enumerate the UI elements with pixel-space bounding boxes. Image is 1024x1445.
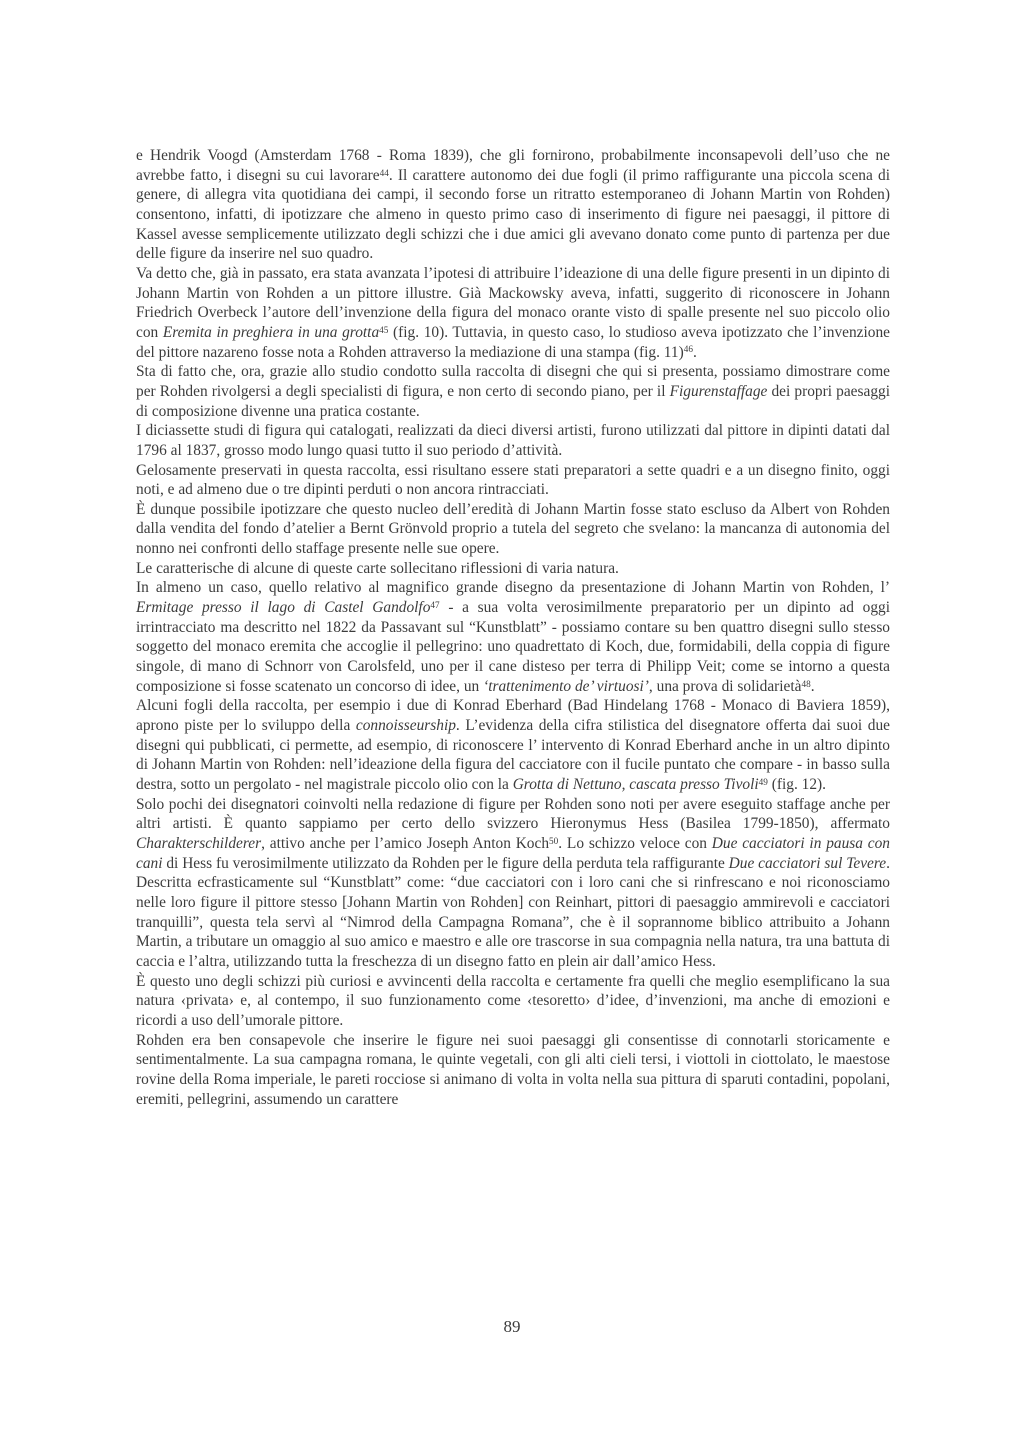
text-run: Alcuni fogli della raccolta, per esempio i due di Konrad Eberhard (Bad Hindelang 1768 - Monaco di Baviera 1859), aprono piste per lo sviluppo della xyxy=(136,697,890,735)
text-run: . Il carattere autonomo dei due fogli (il primo raffigurante una piccola scena di genere, di allegra vita quotidiana dei campi, il secondo forse un ritratto estemporaneo di Johann Martin von Rohden) consentono, infatti, di ipotizzare che almeno in questo primo caso di inserimento di figure nei paesaggi, il pittore di Kassel avesse semplicemente utilizzato degli schizzi che i due amici gli avevano donato come punto di partenza per due delle figure da inserire nel suo quadro. xyxy=(136,166,890,263)
footnote-ref: 45 xyxy=(379,324,389,335)
text-run: È questo uno degli schizzi più curiosi e avvincenti della raccolta e certamente fra quelli che meglio esemplificano la sua natura ‹privata› e, al contempo, il suo funzionamento come ‹tesoretto› d’idee, d’invenzioni, ma anche di emozioni e ricordi a uso dell’umorale pittore. xyxy=(136,972,890,1029)
text-run: Grotta di Nettuno, cascata presso Tivoli xyxy=(512,776,759,793)
page-number: 89 xyxy=(503,1317,521,1336)
paragraph xyxy=(136,500,890,559)
text-run: In almeno un caso, quello relativo al magnifico grande disegno da presentazione di Johann Martin von Rohden, l’ xyxy=(136,579,890,597)
text-block xyxy=(136,146,890,1109)
text-run: Ermitage presso il lago di Castel Gandolfo xyxy=(136,599,431,617)
paragraph xyxy=(136,795,890,972)
text-run: connoisseurship xyxy=(355,717,456,735)
text-run: (fig. 10). Tuttavia, in questo caso, lo studioso aveva ipotizzato che l’invenzione del pittore nazareno fosse nota a Rohden attraverso la mediazione di una stampa (fig. 11) xyxy=(136,323,890,361)
footnote-ref: 44 xyxy=(379,167,389,178)
text-run: . Lo schizzo veloce con xyxy=(558,834,712,852)
text-run: . xyxy=(810,677,815,695)
text-run: . Descritta ecfrasticamente sul “Kunstblatt” come: “due cacciatori con i loro cani che si rinfrescano e noi riconosciamo nelle loro figure il pittore stesso [Johann Martin von Rohden] con Reinhart, pittori di paesaggio ammirevoli e cacciatori tranquilli”, questa tela servì al “Nimrod della Campagna Romana”, che è il soprannome biblico attribuito a Johann Martin, a tributare un omaggio al suo amico e maestro e alle ore trascorse in sua compagnia nella natura, tra una battuta di caccia e l’altra, utilizzando tutta la freschezza di un disegno fatto en plein air dall’amico Hess. xyxy=(136,854,890,970)
footnote-ref: 50 xyxy=(549,835,559,846)
text-run: È dunque possibile ipotizzare che questo nucleo dell’eredità di Johann Martin fosse stato escluso da Albert von Rohden dalla vendita del fondo d’atelier a Bernt Grönvold proprio a tutela del segreto che svelano: la mancanza di autonomia del nonno nei confronti dello staffage presente nelle sue opere. xyxy=(136,500,890,558)
paragraph xyxy=(136,972,890,1031)
text-run: - a sua volta verosimilmente preparatorio per un dipinto ad oggi irrintracciato ma descritto nel 1822 da Passavant sul “Kunstblatt” - possiamo contare su ben quattro disegni sullo stesso soggetto del monaco eremita che accoglie il pellegrino: uno quadrettato di Koch, due, formidabili, della coppia di figure singole, di mano di Schnorr von Carolsfeld, uno per il cane disteso per terra di Philipp Veit; come se intorno a questa composizione si fosse scatenato un concorso di idee, un xyxy=(136,599,890,695)
footnote-ref: 47 xyxy=(430,599,440,610)
text-run: Eremita in preghiera in una grotta xyxy=(162,323,380,341)
text-run: (fig. 12). xyxy=(767,776,827,793)
paragraph xyxy=(136,461,890,500)
text-run: , una prova di solidarietà xyxy=(648,677,802,695)
text-run: . xyxy=(692,343,697,361)
paragraph xyxy=(136,421,890,460)
text-run: e Hendrik Voogd (Amsterdam 1768 - Roma 1839), che gli fornirono, probabilmente inconsapevoli dell’uso che ne avrebbe fatto, i disegni su cui lavorare xyxy=(136,147,890,184)
text-run: , attivo anche per l’amico Joseph Anton Koch xyxy=(261,834,550,852)
text-run: Charakterschilderer xyxy=(136,834,262,852)
footnote-ref: 48 xyxy=(801,678,811,689)
text-run: . L’evidenza della cifra stilistica del disegnatore offerta dai suoi due disegni qui pubblicati, ci permette, ad esempio, di riconoscere l’ intervento di Konrad Eberhard anche in un altro dipinto di Johann Martin von Rohden: nell’ideazione della figura del cacciatore con il fucile puntato che compare - in basso sulla destra, sotto un pergolato - nel magistrale piccolo olio con la xyxy=(136,717,890,793)
text-run: Rohden era ben consapevole che inserire le figure nei suoi paesaggi gli consentisse di connotarli storicamente e sentimentalmente. La sua campagna romana, le quinte vegetali, con gli alti cieli tersi, i viottoli in ciottolato, le maestose rovine della Roma imperiale, le pareti rocciose si animano di volta in volta nella sua pittura di sparuti contadini, popolani, eremiti, pellegrini, assumendo un carattere xyxy=(136,1031,890,1108)
paragraph xyxy=(136,1031,890,1110)
text-run: dei propri paesaggi di composizione divenne una pratica costante. xyxy=(136,382,891,420)
text-run: Gelosamente preservati in questa raccolta, essi risultano essere stati preparatori a sette quadri e a un disegno finito, oggi noti, e ad almeno due o tre dipinti perduti o non ancora rintracciati. xyxy=(136,461,890,499)
text-run: di Hess fu verosimilmente utilizzato da Rohden per le figure della perduta tela raffigurante xyxy=(162,854,729,872)
paragraph xyxy=(136,146,890,264)
paragraph xyxy=(136,559,890,579)
paragraph xyxy=(136,264,890,362)
text-run: ‘trattenimento de’ virtuosi’ xyxy=(483,677,649,695)
text-run: Va detto che, già in passato, era stata avanzata l’ipotesi di attribuire l’ideazione di una delle figure presenti in un dipinto di Johann Martin von Rohden a un pittore illustre. Già Mackowsky aveva, infatti, suggerito di riconoscere in Johann Friedrich Overbeck l’autore dell’invenzione della figura del monaco orante visto di spalle presente nel suo piccolo olio con xyxy=(136,264,890,341)
text-run: Figurenstaffage xyxy=(669,382,768,400)
footnote-ref: 46 xyxy=(683,344,693,355)
paragraph xyxy=(136,696,890,794)
text-run: Due cacciatori sul Tevere xyxy=(728,854,887,872)
text-run: I diciassette studi di figura qui catalogati, realizzati da dieci diversi artisti, furono utilizzati dal pittore in dipinti datati dal 1796 al 1837, grosso modo lungo quasi tutto il suo periodo d’attività. xyxy=(136,422,890,459)
text-run: Solo pochi dei disegnatori coinvolti nella redazione di figure per Rohden sono noti per avere eseguito staffage anche per altri artisti. È quanto sappiamo per certo dello svizzero Hieronymus Hess (Basilea 1799-1850), affermato xyxy=(136,795,890,833)
text-run: Due cacciatori in pausa con cani xyxy=(136,834,890,872)
footnote-ref: 49 xyxy=(758,776,768,787)
paragraph xyxy=(136,362,890,421)
paragraph xyxy=(136,578,890,696)
text-run: Sta di fatto che, ora, grazie allo studio condotto sulla raccolta di disegni che qui si presenta, possiamo dimostrare come per Rohden rivolgersi a degli specialisti di figura, e non certo di secondo piano, per il xyxy=(136,363,890,400)
text-run: Le caratterische di alcune di queste carte sollecitano riflessioni di varia natura. xyxy=(136,559,619,577)
